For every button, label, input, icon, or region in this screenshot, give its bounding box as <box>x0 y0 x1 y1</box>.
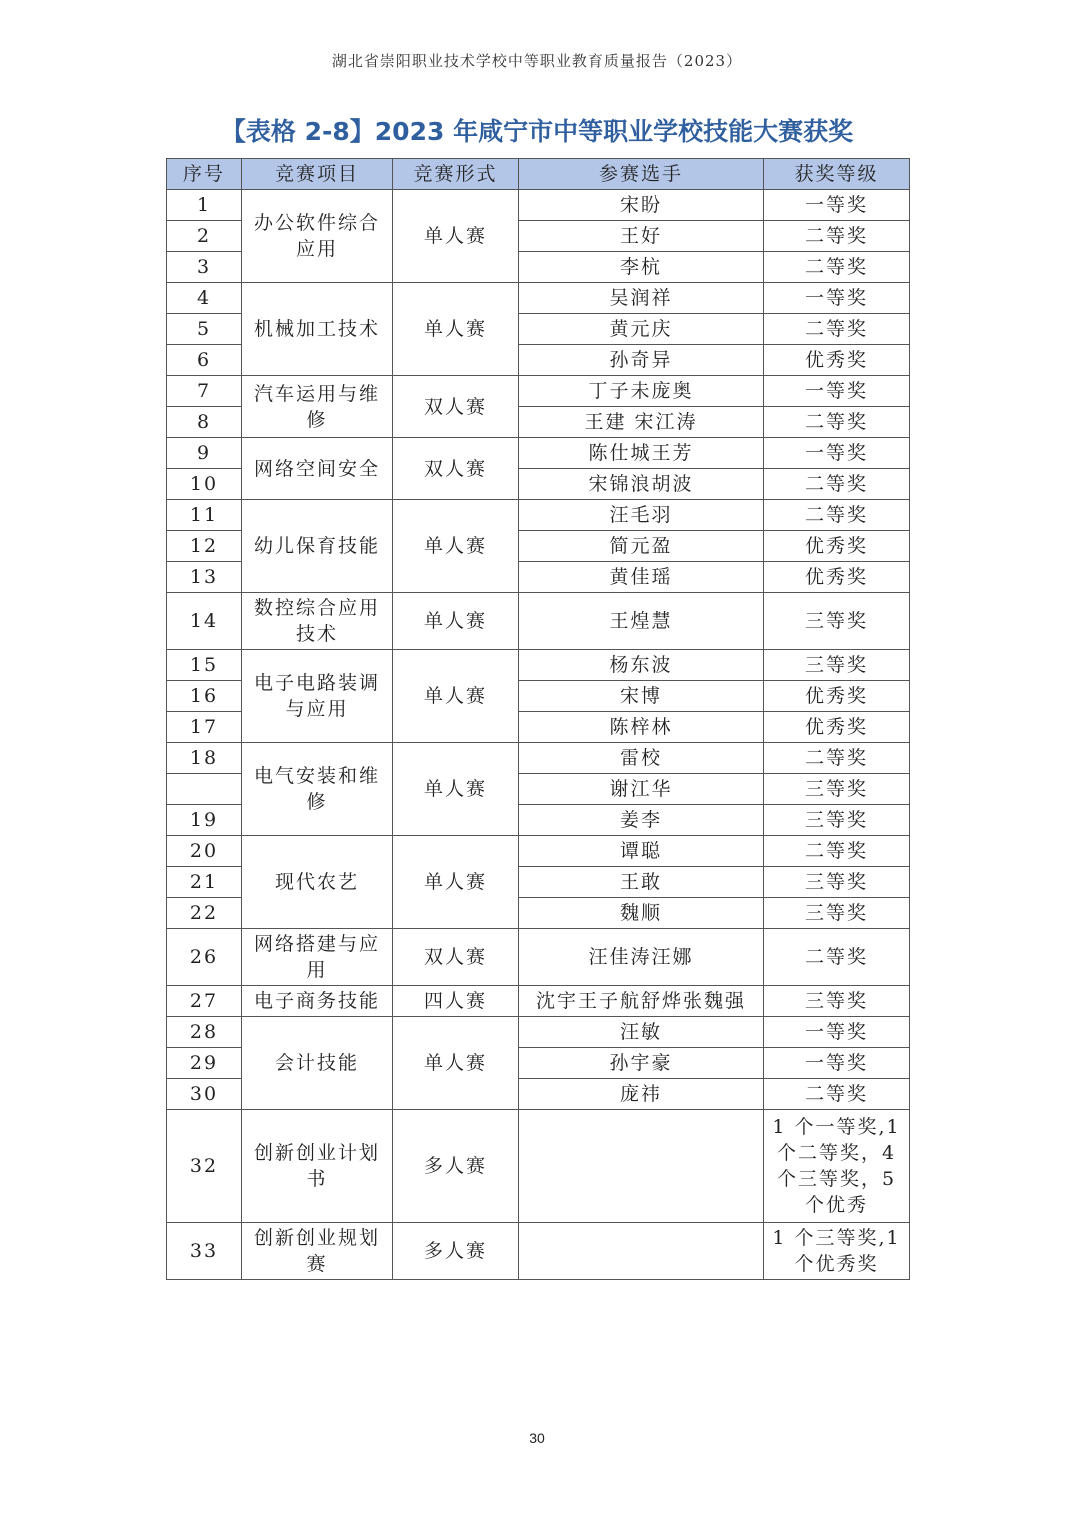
cell-no: 21 <box>167 867 242 898</box>
cell-no: 5 <box>167 314 242 345</box>
cell-project: 机械加工技术 <box>242 283 393 376</box>
cell-format: 多人赛 <box>393 1223 519 1280</box>
cell-participant: 杨东波 <box>519 650 764 681</box>
cell-participant: 汪佳涛汪娜 <box>519 929 764 986</box>
cell-award: 三等奖 <box>764 650 910 681</box>
cell-no: 20 <box>167 836 242 867</box>
cell-no: 29 <box>167 1048 242 1079</box>
cell-project: 会计技能 <box>242 1017 393 1110</box>
awards-table <box>166 158 910 1280</box>
cell-award: 三等奖 <box>764 805 910 836</box>
cell-award: 一等奖 <box>764 1017 910 1048</box>
cell-award: 三等奖 <box>764 774 910 805</box>
cell-no: 15 <box>167 650 242 681</box>
cell-award: 优秀奖 <box>764 712 910 743</box>
cell-participant: 庞祎 <box>519 1079 764 1110</box>
cell-award: 优秀奖 <box>764 531 910 562</box>
cell-participant: 孙奇异 <box>519 345 764 376</box>
cell-format: 单人赛 <box>393 283 519 376</box>
cell-participant: 宋博 <box>519 681 764 712</box>
cell-project: 电子电路装调与应用 <box>242 650 393 743</box>
cell-award: 三等奖 <box>764 986 910 1017</box>
page-number: 30 <box>529 1430 545 1446</box>
table-row <box>167 929 910 986</box>
cell-participant: 魏顺 <box>519 898 764 929</box>
cell-participant: 黄佳瑶 <box>519 562 764 593</box>
table-row <box>167 986 910 1017</box>
cell-no: 8 <box>167 407 242 438</box>
table-row <box>167 836 910 867</box>
cell-participant: 吴润祥 <box>519 283 764 314</box>
cell-award: 二等奖 <box>764 252 910 283</box>
table-header-row <box>167 159 910 190</box>
cell-participant: 王建 宋江涛 <box>519 407 764 438</box>
cell-project: 创新创业计划书 <box>242 1110 393 1223</box>
cell-no: 13 <box>167 562 242 593</box>
cell-project: 幼儿保育技能 <box>242 500 393 593</box>
cell-award: 优秀奖 <box>764 681 910 712</box>
cell-project: 电气安装和维修 <box>242 743 393 836</box>
cell-no: 28 <box>167 1017 242 1048</box>
cell-award: 1 个一等奖,1 个二等奖，4 个三等奖，5 个优秀 <box>764 1110 910 1223</box>
cell-award: 一等奖 <box>764 376 910 407</box>
cell-no: 6 <box>167 345 242 376</box>
cell-award: 二等奖 <box>764 469 910 500</box>
cell-format: 单人赛 <box>393 650 519 743</box>
cell-project: 办公软件综合应用 <box>242 190 393 283</box>
cell-no: 18 <box>167 743 242 774</box>
cell-award: 一等奖 <box>764 283 910 314</box>
cell-no: 1 <box>167 190 242 221</box>
cell-format: 多人赛 <box>393 1110 519 1223</box>
table-row <box>167 190 910 221</box>
cell-no: 11 <box>167 500 242 531</box>
cell-participant: 王好 <box>519 221 764 252</box>
cell-award: 一等奖 <box>764 1048 910 1079</box>
cell-participant <box>519 1223 764 1280</box>
cell-participant: 王煌慧 <box>519 593 764 650</box>
table-row <box>167 1110 910 1223</box>
cell-participant: 王敢 <box>519 867 764 898</box>
table-row <box>167 1017 910 1048</box>
table-row <box>167 1223 910 1280</box>
cell-award: 三等奖 <box>764 867 910 898</box>
table-title: 【表格 2-8】2023 年咸宁市中等职业学校技能大赛获奖 <box>220 117 854 146</box>
table-row <box>167 650 910 681</box>
table-row <box>167 743 910 774</box>
cell-format: 四人赛 <box>393 986 519 1017</box>
cell-participant: 陈仕城王芳 <box>519 438 764 469</box>
cell-participant: 汪敏 <box>519 1017 764 1048</box>
cell-no: 7 <box>167 376 242 407</box>
cell-no: 30 <box>167 1079 242 1110</box>
table-row <box>167 376 910 407</box>
cell-format: 单人赛 <box>393 500 519 593</box>
cell-participant: 谢江华 <box>519 774 764 805</box>
cell-no: 12 <box>167 531 242 562</box>
cell-project: 网络搭建与应用 <box>242 929 393 986</box>
header-format: 竞赛形式 <box>393 159 519 190</box>
cell-no: 33 <box>167 1223 242 1280</box>
cell-no <box>167 774 242 805</box>
cell-award: 二等奖 <box>764 929 910 986</box>
cell-project: 创新创业规划赛 <box>242 1223 393 1280</box>
cell-participant: 汪毛羽 <box>519 500 764 531</box>
cell-award: 优秀奖 <box>764 345 910 376</box>
cell-project: 现代农艺 <box>242 836 393 929</box>
cell-no: 17 <box>167 712 242 743</box>
cell-participant: 李杭 <box>519 252 764 283</box>
table-row <box>167 593 910 650</box>
cell-participant: 孙宇豪 <box>519 1048 764 1079</box>
cell-format: 单人赛 <box>393 593 519 650</box>
cell-award: 三等奖 <box>764 593 910 650</box>
header-participant: 参赛选手 <box>519 159 764 190</box>
cell-participant: 宋盼 <box>519 190 764 221</box>
cell-award: 二等奖 <box>764 836 910 867</box>
cell-participant: 简元盈 <box>519 531 764 562</box>
cell-award: 二等奖 <box>764 407 910 438</box>
cell-award: 三等奖 <box>764 898 910 929</box>
cell-no: 9 <box>167 438 242 469</box>
cell-no: 27 <box>167 986 242 1017</box>
header-no: 序号 <box>167 159 242 190</box>
cell-no: 26 <box>167 929 242 986</box>
cell-project: 数控综合应用技术 <box>242 593 393 650</box>
cell-no: 19 <box>167 805 242 836</box>
cell-no: 4 <box>167 283 242 314</box>
cell-no: 3 <box>167 252 242 283</box>
cell-project: 电子商务技能 <box>242 986 393 1017</box>
table-row <box>167 500 910 531</box>
running-header: 湖北省崇阳职业技术学校中等职业教育质量报告（2023） <box>331 52 743 70</box>
cell-format: 双人赛 <box>393 929 519 986</box>
cell-project: 网络空间安全 <box>242 438 393 500</box>
cell-format: 单人赛 <box>393 743 519 836</box>
table-body <box>167 190 910 1280</box>
cell-format: 双人赛 <box>393 376 519 438</box>
cell-no: 16 <box>167 681 242 712</box>
cell-award: 一等奖 <box>764 190 910 221</box>
cell-format: 单人赛 <box>393 190 519 283</box>
header-project: 竞赛项目 <box>242 159 393 190</box>
cell-participant: 丁子未庞奥 <box>519 376 764 407</box>
cell-award: 二等奖 <box>764 500 910 531</box>
cell-no: 22 <box>167 898 242 929</box>
cell-award: 二等奖 <box>764 221 910 252</box>
cell-no: 2 <box>167 221 242 252</box>
cell-award: 一等奖 <box>764 438 910 469</box>
cell-format: 双人赛 <box>393 438 519 500</box>
cell-participant: 陈梓林 <box>519 712 764 743</box>
cell-participant: 宋锦浪胡波 <box>519 469 764 500</box>
cell-award: 二等奖 <box>764 743 910 774</box>
cell-no: 14 <box>167 593 242 650</box>
header-award: 获奖等级 <box>764 159 910 190</box>
cell-format: 单人赛 <box>393 1017 519 1110</box>
cell-project: 汽车运用与维修 <box>242 376 393 438</box>
cell-award: 1 个三等奖,1 个优秀奖 <box>764 1223 910 1280</box>
cell-award: 二等奖 <box>764 314 910 345</box>
cell-participant: 雷校 <box>519 743 764 774</box>
table-row <box>167 283 910 314</box>
cell-participant: 谭聪 <box>519 836 764 867</box>
cell-participant: 姜李 <box>519 805 764 836</box>
cell-no: 10 <box>167 469 242 500</box>
cell-award: 优秀奖 <box>764 562 910 593</box>
table-row <box>167 438 910 469</box>
cell-participant: 黄元庆 <box>519 314 764 345</box>
cell-participant: 沈宇王子航舒烨张魏强 <box>519 986 764 1017</box>
cell-format: 单人赛 <box>393 836 519 929</box>
cell-participant <box>519 1110 764 1223</box>
cell-award: 二等奖 <box>764 1079 910 1110</box>
cell-no: 32 <box>167 1110 242 1223</box>
